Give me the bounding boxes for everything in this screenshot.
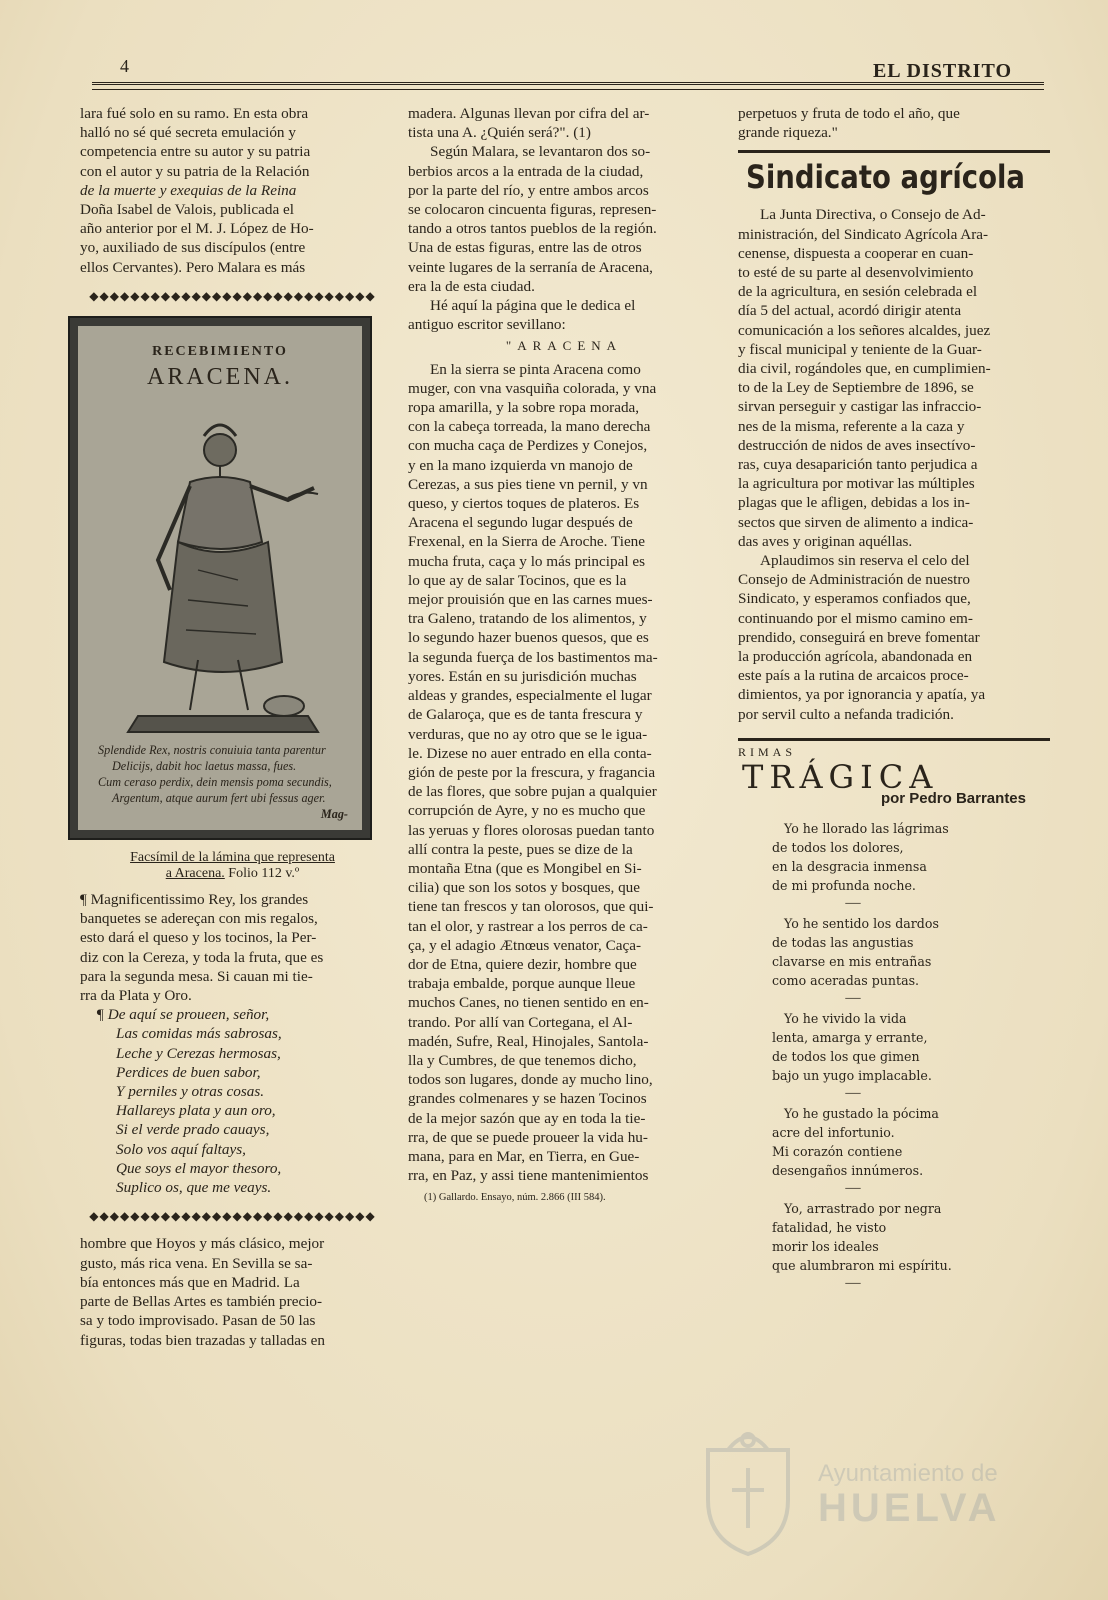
text-line: grandes colmenares y se hazen Tocinos — [408, 1090, 647, 1108]
text-line: todos son lugares, donde ay mucho lino, — [408, 1071, 653, 1089]
text-line: rra, en Paz, y assi tiene mantenimientos — [408, 1167, 649, 1185]
text-line: para la segunda mesa. Si cauan mi tie- — [80, 967, 313, 985]
text-line: este país a la rutina de arcaicos proce- — [738, 667, 969, 685]
poem-line: Mi corazón contiene — [772, 1144, 903, 1160]
page-number: 4 — [120, 56, 129, 76]
poem-stanza — [772, 1009, 1050, 1085]
text-line: rra da Plata y Oro. — [80, 987, 192, 1005]
text-line: mejor prouisión que en las carnes mues- — [408, 591, 653, 609]
text-line: dor de Etna, quiere dezir, hombre que — [408, 955, 637, 973]
text-line: ellos Cervantes). Pero Malara es más — [80, 258, 306, 276]
text-line: mucha fruta, caça y lo más principal es — [408, 552, 645, 570]
woodcut-heading: RECEBIMIENTO — [152, 344, 288, 360]
poem-line: Yo he llorado las lágrimas — [784, 820, 949, 836]
text-line: ministración, del Sindicato Agrícola Ara- — [738, 225, 989, 243]
text-line: lla y Cumbres, de que tenemos dicho, — [408, 1051, 637, 1069]
section-rule — [738, 738, 1050, 741]
caption-line: Facsímil de la lámina que representa — [130, 850, 335, 866]
latin-line: Splendide Rex, nostris conuiuia tanta parentur — [98, 743, 326, 758]
text-line: mana, para en Mar, en Tierra, en Gue- — [408, 1147, 640, 1165]
text-line: destrucción de nidos de aves insectívo- — [738, 436, 976, 454]
poem-line: Solo vos aquí faltays, — [116, 1140, 246, 1158]
text-line: con el autor y su patria de la Relación — [80, 162, 310, 180]
latin-line: Cum ceraso perdix, dein mensis poma secundis, — [98, 775, 332, 790]
text-line: era la de esta ciudad. — [408, 277, 535, 295]
woodcut-illustration — [68, 316, 372, 840]
text-line: Consejo de Administración de nuestro — [738, 571, 970, 589]
column-2 — [408, 104, 720, 1205]
text-line: perpetuos y fruta de todo el año, que — [738, 105, 960, 122]
text-line: to esté de su parte al desenvolvimiento — [738, 264, 974, 282]
text-line: año anterior por el M. J. López de Ho- — [80, 220, 314, 238]
text-line: yores. Están en su jurisdición muchas — [408, 667, 637, 685]
text-line: sa y todo improvisado. Pasan de 50 las — [80, 1312, 316, 1330]
poem-line: Leche y Cerezas hermosas, — [116, 1044, 281, 1062]
text-line: Aracena el segundo lugar después de — [408, 514, 633, 532]
text-line: trando. Por allí van Cortegana, el Al- — [408, 1013, 633, 1031]
text-line: tando a otros tantos pueblos de la región. — [408, 220, 657, 238]
text-line: de la agricultura, en sesión celebrada el — [738, 283, 978, 301]
text-line: se colocaron cincuenta figuras, represen- — [408, 201, 657, 219]
woodcut-signature: Mag- — [320, 807, 348, 822]
text-line: por la parte del río, y entre ambos arcos — [408, 181, 649, 199]
text-line: de la mejor sazón que ay en toda la tie- — [408, 1109, 646, 1127]
poem-line: como aceradas puntas. — [772, 972, 920, 988]
text-line: lara fué solo en su ramo. En esta obra — [80, 105, 309, 122]
text-line: berbios arcos a la entrada de la ciudad, — [408, 162, 644, 180]
text-line: parte de Bellas Artes es también precio- — [80, 1293, 323, 1311]
text-line: la agricultura por motivar las múltiples — [738, 475, 975, 493]
text-line: queso, y ciertos toques de plateros. Es — [408, 495, 640, 513]
figure-caption — [80, 850, 385, 882]
text-line: halló no sé qué secreta emulación y — [80, 124, 296, 142]
poem-line: fatalidad, he visto — [772, 1220, 887, 1236]
col2-paragraph — [408, 296, 720, 334]
poem-line: Las comidas más sabrosas, — [116, 1025, 282, 1043]
text-line: ça, y el adagio Ætnœus venator, Caça- — [408, 936, 642, 954]
caption-folio: Folio 112 v.º — [228, 866, 300, 882]
text-line: corrupción de Ayre, y no es mucho que — [408, 802, 646, 820]
header-rule — [92, 82, 1044, 90]
text-line: figuras, todas bien trazadas y talladas en — [80, 1331, 326, 1349]
poem-line: Yo he sentido los dardos — [784, 915, 939, 931]
text-line: allí contra la peste, pues se dize de la — [408, 840, 633, 858]
text-line: y fiscal municipal y teniente de la Guar- — [738, 340, 982, 358]
text-line: ropa amarilla, y la sobre ropa morada, — [408, 399, 640, 417]
quotation-title: "ARACENA — [505, 338, 623, 354]
text-line: veinte lugares de la serranía de Aracena, — [408, 258, 653, 276]
col1-closing — [80, 1234, 385, 1349]
text-line: Según Malara, se levantaron dos so- — [430, 143, 651, 161]
text-line: esto dará el queso y los tocinos, la Per- — [80, 929, 317, 947]
poem-line: de todos los que gimen — [772, 1048, 920, 1064]
text-line: yo, auxiliado de sus discípulos (entre — [80, 239, 306, 257]
article-body — [738, 205, 1050, 723]
poem-line: ¶ De aquí se proueen, señor, — [96, 1006, 270, 1024]
text-line: dimientos, ya por ignorancia y apatía, ya — [738, 686, 986, 704]
text-line: las yeruas y flores olorosas puedan tanto — [408, 821, 655, 839]
rimas-label: RIMAS — [738, 744, 797, 759]
text-line: gusto, más rica vena. En Sevilla se sa- — [80, 1254, 313, 1272]
text-line: verduras, que no ay otro que se le igua- — [408, 725, 648, 743]
col1-prose — [80, 890, 385, 1005]
text-line: trabaja embalde, porque aunque lleue — [408, 975, 636, 993]
text-line: montaña Etna (que es Mongibel en Si- — [408, 859, 642, 877]
text-line: día 5 del actual, acordó dirigir atenta — [738, 302, 962, 320]
ornament-divider: ◆◆◆◆◆◆◆◆◆◆◆◆◆◆◆◆◆◆◆◆◆◆◆◆◆◆◆◆ — [89, 1209, 376, 1224]
watermark-line: HUELVA — [818, 1486, 1001, 1530]
text-line: grande riqueza." — [738, 124, 838, 142]
poem-line: morir los ideales — [772, 1239, 879, 1255]
poem-line: desengaños innúmeros. — [772, 1163, 924, 1179]
watermark-line: Ayuntamiento de — [818, 1460, 998, 1487]
text-line: banquetes se adereçan con mis regalos, — [80, 910, 318, 928]
woodcut-paper — [78, 326, 362, 830]
text-line: tra Galeno, tratando de los alimentos, y — [408, 610, 647, 628]
ornament-divider: ◆◆◆◆◆◆◆◆◆◆◆◆◆◆◆◆◆◆◆◆◆◆◆◆◆◆◆◆ — [89, 288, 376, 303]
text-line: nes de la misma, referente a la caza y — [738, 417, 965, 435]
poem-line: en la desgracia inmensa — [772, 858, 927, 874]
text-line: y en la mano izquierda vn manojo de — [408, 456, 633, 474]
text-line: de la muerte y exequias de la Reina — [80, 181, 297, 199]
text-line: con la cabeça torreada, la mano derecha — [408, 418, 651, 436]
poem-line: bajo un yugo implacable. — [772, 1067, 932, 1083]
poem-line: Yo he gustado la pócima — [784, 1106, 939, 1122]
poem-title: TRÁGICA — [742, 758, 939, 797]
poem-line: acre del infortunio. — [772, 1125, 895, 1141]
poem-stanza — [772, 1104, 1050, 1180]
ayuntamiento-watermark — [680, 1420, 1040, 1560]
text-line: Cerezas, a sus pies tiene vn pernil, y vn — [408, 475, 648, 493]
text-line: con mucha caça de Perdizes y Conejos, — [408, 437, 648, 455]
text-line: Una de estas figuras, entre las de otros — [408, 239, 642, 257]
text-line: dia civil, rogándoles que, en cumplimien- — [738, 360, 991, 378]
col1-poem — [80, 1005, 385, 1197]
poem-line: que alumbraron mi espíritu. — [772, 1258, 952, 1274]
text-line: tista una A. ¿Quién será?". (1) — [408, 124, 591, 142]
text-line: diz con la Cereza, y toda la fruta, que es — [80, 948, 324, 966]
poem-line: Que soys el mayor thesoro, — [116, 1159, 282, 1177]
text-line: madera. Algunas llevan por cifra del ar- — [408, 105, 650, 122]
text-line: cilia) que son los sotos y bosques, que — [408, 879, 641, 897]
stanza-divider: — — [845, 1083, 861, 1101]
text-line: tan el olor, y rastrear a los perros de ca- — [408, 917, 648, 935]
col2-quotation — [408, 360, 720, 1186]
stanza-divider: — — [845, 1179, 861, 1197]
poem-line: Y perniles y otras cosas. — [116, 1083, 265, 1101]
text-line: continuando por el mismo camino em- — [738, 609, 973, 627]
watermark-text — [818, 1460, 1001, 1531]
poem-line: Perdices de buen sabor, — [116, 1063, 261, 1081]
text-line: Hé aquí la página que le dedica el — [430, 297, 636, 315]
text-line: le. Dizese no auer entrado en ella conta- — [408, 744, 652, 762]
masthead: EL DISTRITO — [872, 60, 1012, 82]
text-line: Frexenal, en la Sierra de Aroche. Tiene — [408, 533, 646, 551]
text-line: bía entonces más que en Madrid. La — [80, 1273, 300, 1291]
text-line: la producción agrícola, abandonada en — [738, 648, 973, 666]
woodcut-title: ARACENA. — [146, 364, 293, 391]
poem-line: de todas las angustias — [772, 934, 914, 950]
stanza-divider: — — [845, 1274, 861, 1292]
poem-line: de mi profunda noche. — [772, 877, 916, 893]
poem-line: Suplico os, que me veays. — [116, 1179, 272, 1197]
allegorical-figure-icon — [78, 410, 362, 740]
text-line: cenense, dispuesta a cooperar en cuan- — [738, 244, 974, 262]
text-line: lo que ay de salar Tocinos, que es la — [408, 571, 627, 589]
footnote: (1) Gallardo. Ensayo, núm. 2.866 (III 584). — [424, 1192, 606, 1204]
text-line: tiene tan frescos y tan olorosos, que qui- — [408, 898, 654, 916]
text-line: aldeas y grandes, especialmente el lugar — [408, 687, 652, 705]
text-line: plagas que le afligen, debidas a los in- — [738, 494, 970, 512]
poem-byline: por Pedro Barrantes — [880, 790, 1026, 808]
text-line: antiguo escritor sevillano: — [408, 316, 566, 334]
poem-line: Yo, arrastrado por negra — [784, 1201, 942, 1217]
poem-line: Si el verde prado cauays, — [116, 1121, 270, 1139]
text-line: sirvan perseguir y castigar las infraccio- — [738, 398, 982, 416]
text-line: de las flores, que sobre pujan a qualquier — [408, 783, 657, 801]
poem-line: clavarse en mis entrañas — [772, 953, 932, 969]
text-line: La Junta Directiva, o Consejo de Ad- — [760, 206, 986, 224]
text-line: de Galaroça, que es de tanta frescura y — [408, 706, 643, 724]
poem-stanza — [772, 1199, 1050, 1275]
text-line: to de la Ley de Septiembre de 1896, se — [738, 379, 974, 397]
text-line: competencia entre su autor y su patria — [80, 143, 311, 161]
coat-of-arms-icon — [688, 1420, 808, 1560]
stanza-divider: — — [845, 893, 861, 911]
poem-line: de todos los dolores, — [772, 839, 904, 855]
latin-line: Delicijs, dabit hoc laetus massa, fues. — [112, 759, 297, 774]
stanza-divider: — — [845, 988, 861, 1006]
poem-line: lenta, amarga y errante, — [772, 1029, 928, 1045]
poem-line: Hallareys plata y aun oro, — [116, 1102, 276, 1120]
text-line: ¶ Magnificentissimo Rey, los grandes — [80, 891, 309, 909]
col2-paragraph — [408, 142, 720, 296]
poem-stanza — [772, 914, 1050, 990]
section-rule — [738, 150, 1050, 153]
text-line: la segunda fuerça de los bastimentos ma- — [408, 648, 658, 666]
text-line: sectos que sirven de alimento a indica- — [738, 513, 974, 531]
caption-line: a Aracena. — [165, 866, 225, 882]
article-headline: Sindicato agrícola — [746, 158, 1026, 197]
col1-intro — [80, 104, 385, 277]
column-1 — [80, 104, 385, 1350]
text-line: En la sierra se pinta Aracena como — [430, 360, 641, 378]
text-line: Sindicato, y esperamos confiados que, — [738, 590, 971, 608]
text-line: muger, con vna vasquiña colorada, y vna — [408, 379, 657, 397]
text-line: rra, de que se puede proueer la vida hu- — [408, 1128, 648, 1146]
latin-line: Argentum, atque aurum fert ubi fessus ager. — [112, 791, 326, 806]
text-line: comunicación a los señores alcaldes, juez — [738, 321, 991, 339]
text-line: lo segundo hazer buenos quesos, que es — [408, 629, 649, 647]
text-line: gión de peste por la frescura, y fragancia — [408, 763, 656, 781]
text-line: madén, Sufre, Real, Hinojales, Santola- — [408, 1032, 649, 1050]
text-line: ras, cuya desaparición tanto perjudica a — [738, 456, 978, 474]
text-line: Aplaudimos sin reserva el celo del — [760, 552, 970, 570]
text-line: hombre que Hoyos y más clásico, mejor — [80, 1235, 325, 1253]
text-line: por servil culto a nefanda tradición. — [738, 705, 954, 723]
text-line: prendido, conseguirá en breve fomentar — [738, 628, 980, 646]
poem-line: Yo he vivido la vida — [784, 1010, 907, 1026]
text-line: Doña Isabel de Valois, publicada el — [80, 201, 294, 219]
column-3 — [738, 104, 1050, 1295]
text-line: das aves y originan aquéllas. — [738, 532, 913, 550]
text-line: muchos Canes, no tienen sentido en en- — [408, 994, 649, 1012]
poem-stanza — [772, 819, 1050, 895]
woodcut-latin-verse — [98, 742, 348, 822]
